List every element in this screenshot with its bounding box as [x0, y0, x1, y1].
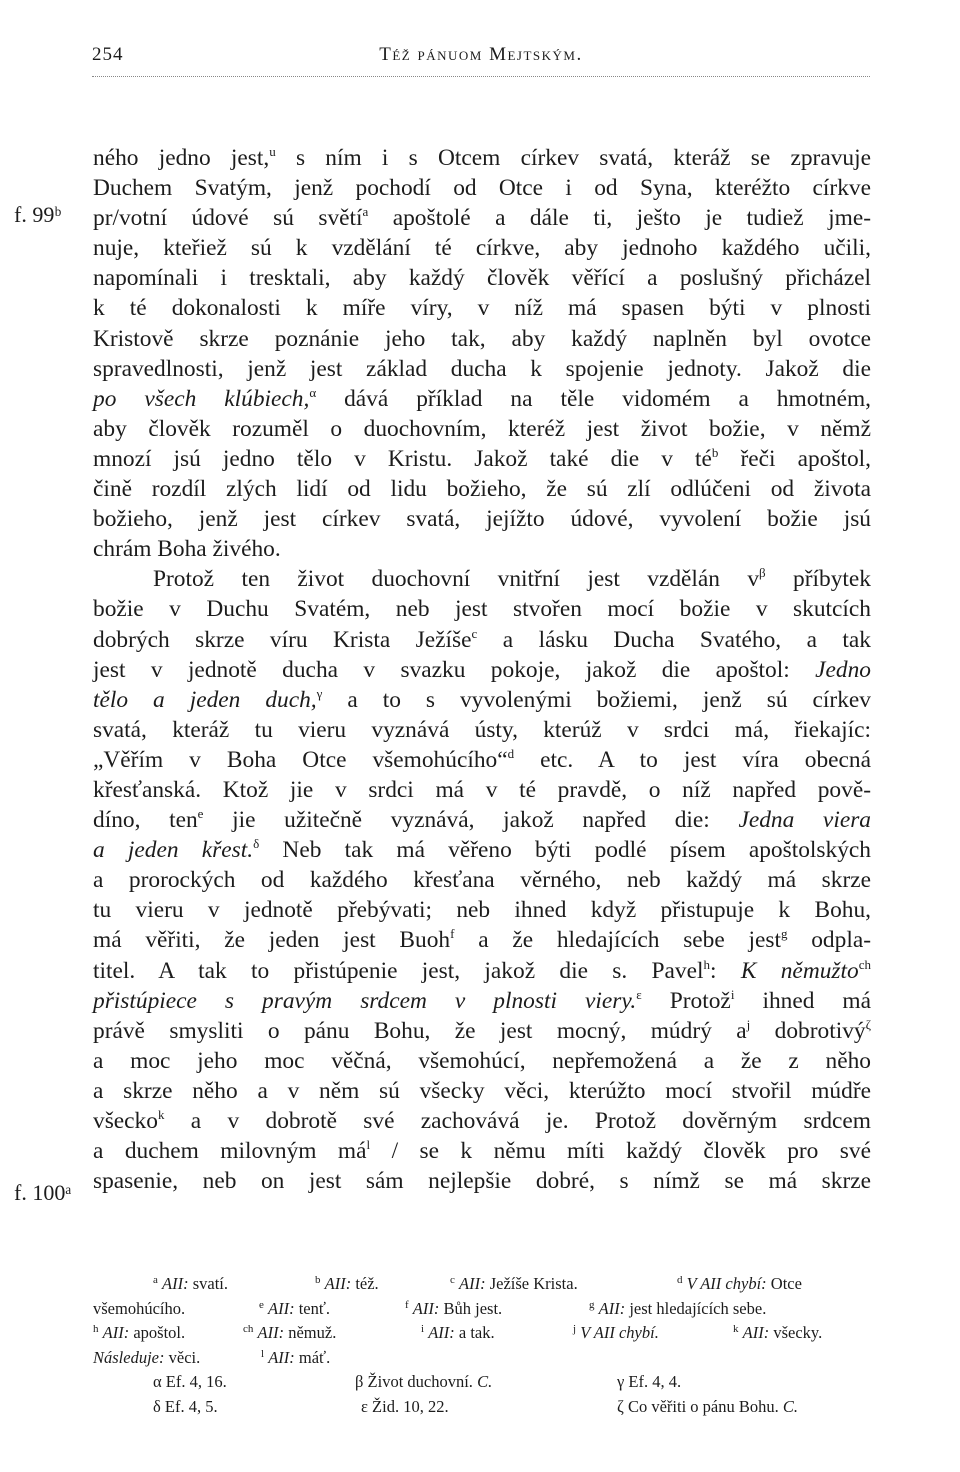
- folio-note-99b: f. 99ᵇ: [14, 202, 62, 227]
- text-line: a skrze něho a v něm sú všecky věci, kterúžto mocí stvořil múdře: [93, 1077, 871, 1104]
- text-line: a duchem milovným $má^l$ / se k němu míti každý člověk pro své: [93, 1137, 871, 1165]
- text-line: spravedlnosti, jenž jest základ ducha k spojenie jednoty. Jakož die: [93, 355, 871, 382]
- text-line: všecko$^k$ a v dobrotě své zachovává je. Protož dověrným srdcem: [93, 1107, 871, 1134]
- text-line: Duchem Svatým, jenž pochodí od Otce i od Syna, kteréžto církve: [93, 175, 871, 202]
- footnote-k-cont: Následuje: věci.: [93, 1347, 201, 1367]
- footnote-c: $^c$ AII: Ježíše Krista.: [450, 1274, 578, 1293]
- footnote-g: $^g$ AII: jest hledajících sebe.: [589, 1298, 767, 1318]
- footnote-row: [93, 1370, 871, 1395]
- footnote-l: $^l$ AII: máť.: [261, 1347, 331, 1367]
- main-text: [93, 143, 871, 1196]
- text-line: dobrých skrze víru Krista Ježíše$^c$ a lásku Ducha Svatého, a tak: [93, 625, 871, 653]
- text-line: nuje, kteřiež sú k vzdělání té církve, aby jednoho každého učili,: [93, 235, 871, 262]
- text-line: mnozí jsú jedno tělo v Kristu. Jakož také die v $té^b$ řeči apoštol,: [93, 444, 871, 472]
- text-line: „Věřím v Boha Otce všemohúcího“$^d$ etc. A to jest víra obecná: [93, 745, 871, 773]
- footnotes: [93, 1272, 871, 1419]
- text-line: a prorockých od každého křesťana věrného, neb každý má skrze: [93, 867, 871, 894]
- text-line: božieho, jenž jest církev svatá, jejížto údové, vyvolení božie jsú: [93, 506, 871, 533]
- running-header: [92, 44, 870, 74]
- footnote-row: [93, 1272, 871, 1297]
- text-line: má věřiti, že jeden jest Buoh$^f$ a že hledajících sebe jest$^g$ odpla-: [93, 926, 871, 954]
- footnote-a: $^a$ AII: svatí.: [153, 1274, 229, 1293]
- text-line: svatá, kteráž tu vieru vyznává ústy, kterúž v srdci má, řiekajíc:: [93, 716, 871, 743]
- running-title: Též pánuom Mejtským.: [379, 44, 583, 65]
- footnote-e: $^e$ AII: tenť.: [259, 1298, 331, 1318]
- footnote-d: $^d$ V AII chybí: Otce: [677, 1274, 802, 1293]
- text-line: po všech klúbiech,$^\alpha$ dává příklad na těle vidomém a hmotném,: [93, 384, 872, 412]
- text-line: Protož ten život duochovní vnitřní jest vzdělán $v^\beta$ příbytek: [153, 565, 871, 593]
- text-line: a jeden křest.$^\delta$ Neb tak má věřeno býti podlé písem apoštolských: [93, 836, 871, 864]
- footnote-alpha: α Ef. 4, 16.: [153, 1372, 227, 1391]
- folio-note-100a: f. 100ᵃ: [14, 1180, 72, 1205]
- text-line: aby člověk rozuměl o duochovním, kteréž jest život božie, v němž: [93, 415, 871, 442]
- footnote-zeta: ζ Co věřiti o pánu Bohu. C.: [617, 1396, 799, 1416]
- text-line: chrám Boha živého.: [93, 536, 281, 563]
- text-line: křesťanská. Ktož jie v srdci má v té pravdě, o níž napřed pově-: [93, 776, 871, 803]
- text-line: a moc jeho moc věčná, všemohúcí, nepřemožená a že z něho: [93, 1047, 871, 1074]
- footnote-delta: δ Ef. 4, 5.: [153, 1396, 218, 1416]
- text-line: čině rozdíl zlých lidí od lidu božieho, že sú zlí odlúčeni od života: [93, 476, 871, 503]
- text-line: titel. A tak to přistúpenie jest, jakož die s. Pavel$^h$: K němužto$^{ch}$: [93, 956, 871, 984]
- footnote-row: [93, 1321, 871, 1346]
- footnote-row: [93, 1297, 871, 1322]
- footnote-h: $^h$ AII: apoštol.: [93, 1323, 186, 1342]
- text-line: pr/votní údové sú světí$^a$ apoštolé a dále ti, ješto je tudiež jme-: [93, 204, 871, 232]
- text-line: díno, ten$^e$ jie užitečně vyznává, jakož napřed die: Jedna viera: [93, 806, 871, 834]
- footnote-j: $^j$ V AII chybí.: [573, 1323, 659, 1342]
- page-number: 254: [92, 44, 124, 65]
- footnote-row: [93, 1346, 871, 1371]
- text-line: Kristově skrze poznánie jeho tak, aby každý naplněn byl ovotce: [93, 325, 871, 352]
- footnote-epsilon: ε Žid. 10, 22.: [361, 1396, 449, 1416]
- header-rule: [92, 76, 870, 77]
- text-line: tu vieru v jednotě přebývati; neb ihned když přistupuje k Bohu,: [93, 897, 871, 924]
- text-line: právě smysliti o pánu Bohu, že jest mocný, múdrý $a^j$ dobrotivý$^\zeta$: [93, 1016, 871, 1044]
- footnote-k: $^k$ AII: všecky.: [733, 1323, 823, 1342]
- text-line: jest v jednotě ducha v svazku pokoje, jakož die apoštol: Jedno: [93, 656, 871, 683]
- text-line: napomínali i tresktali, aby každý člověk věřící a poslušný přicházel: [93, 265, 871, 292]
- footnote-d-cont: všemohúcího.: [93, 1298, 186, 1318]
- footnote-i: $^i$ AII: a tak.: [421, 1323, 495, 1342]
- text-line: ného jedno jest,$^u$ s ním i s Otcem církev svatá, kteráž se zpravuje: [93, 144, 871, 171]
- footnote-beta: β Život duchovní. C.: [355, 1372, 493, 1391]
- text-line: spasenie, neb on jest sám nejlepšie dobré, s nímž se má skrze: [93, 1168, 871, 1195]
- footnote-ch: $^{ch}$ AII: němuž.: [243, 1323, 337, 1342]
- text-line: přistúpiece s pravým srdcem v plnosti viery.$^\varepsilon$ Protož$^i$ ihned má: [93, 986, 871, 1014]
- text-line: tělo a jeden duch,$^\gamma$ a to s vyvolenými božiemi, jenž sú církev: [93, 685, 871, 713]
- text-line: k té dokonalosti k míře víry, v níž má spasen býti v plnosti: [93, 295, 871, 322]
- footnote-row: [93, 1395, 871, 1420]
- footnote-gamma: γ Ef. 4, 4.: [617, 1372, 682, 1391]
- footnote-f: $^f$ AII: Bůh jest.: [405, 1298, 503, 1318]
- footnote-b: $^b$ AII: též.: [315, 1274, 379, 1293]
- text-line: božie v Duchu Svatém, neb jest stvořen mocí božie v skutcích: [93, 596, 871, 623]
